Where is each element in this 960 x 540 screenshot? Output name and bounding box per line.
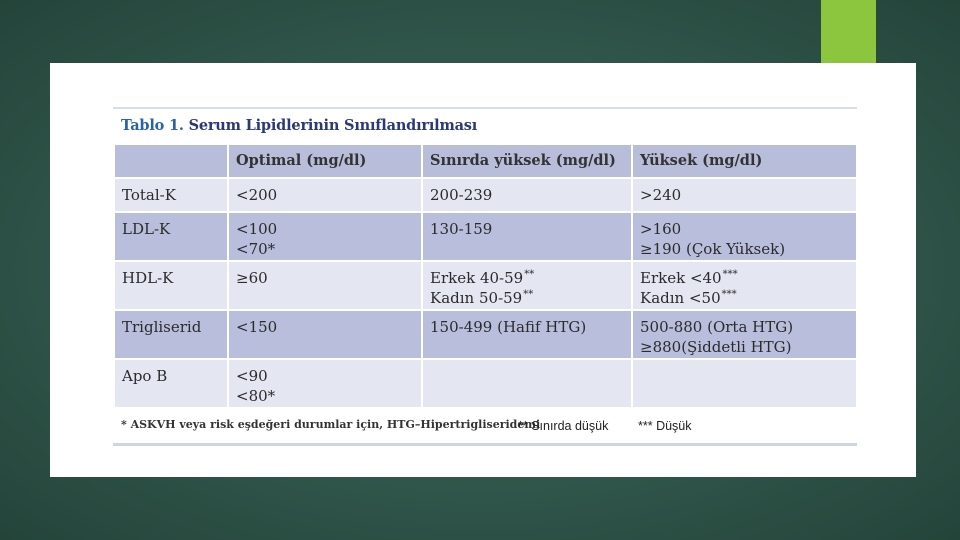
top-rule: [113, 107, 857, 109]
footnote-mark: ***: [722, 269, 738, 280]
table-footnote: * ASKVH veya risk eşdeğeri durumlar için, HTG–Hipertrigliseridemi: [121, 418, 541, 431]
cell-line: <70*: [236, 240, 276, 258]
high-cell: [632, 310, 857, 359]
table-header-row: [114, 144, 857, 178]
cell-line: >240: [640, 186, 682, 204]
table-row: [114, 310, 857, 359]
high-cell: [632, 178, 857, 212]
header-cell: Yüksek (mg/dl): [632, 144, 857, 178]
cell-line: <150: [236, 318, 278, 336]
footnote-mark: **: [523, 289, 534, 300]
bottom-rule: [113, 443, 857, 446]
row-name: LDL-K: [114, 212, 228, 261]
table-title-text: Serum Lipidlerinin Sınıflandırılması: [188, 117, 478, 134]
cell-line: [640, 288, 849, 308]
borderline-cell: [422, 178, 632, 212]
table-title: [121, 117, 477, 134]
row-name: Total-K: [114, 178, 228, 212]
footnote-mark: ***: [721, 289, 737, 300]
row-name: Trigliserid: [114, 310, 228, 359]
cell-text: Erkek <40: [640, 269, 722, 287]
cell-line: 200-239: [430, 186, 493, 204]
optimal-cell: [228, 310, 422, 359]
optimal-cell: [228, 261, 422, 310]
borderline-cell: [422, 359, 632, 408]
cell-line: ≥880(Şiddetli HTG): [640, 338, 792, 356]
note-low: *** Düşük: [638, 419, 692, 433]
borderline-cell: [422, 310, 632, 359]
cell-text: Kadın 50-59: [430, 289, 523, 307]
table-row: [114, 178, 857, 212]
note-borderline-low: ** Sınırda düşük: [518, 419, 609, 433]
header-cell: Sınırda yüksek (mg/dl): [422, 144, 632, 178]
header-cell: [114, 144, 228, 178]
cell-line: [430, 288, 624, 308]
optimal-cell: [228, 212, 422, 261]
cell-line: 130-159: [430, 220, 493, 238]
lipid-classification-table: [113, 143, 858, 409]
cell-line: [640, 268, 849, 288]
footnote-mark: **: [524, 269, 535, 280]
header-cell: Optimal (mg/dl): [228, 144, 422, 178]
cell-line: >160: [640, 220, 682, 238]
borderline-cell: [422, 261, 632, 310]
cell-line: <90: [236, 367, 268, 385]
table-row: [114, 261, 857, 310]
cell-line: ≥60: [236, 269, 268, 287]
table-row: [114, 212, 857, 261]
borderline-cell: [422, 212, 632, 261]
optimal-cell: [228, 178, 422, 212]
table-row: [114, 359, 857, 408]
high-cell: [632, 359, 857, 408]
table-number: Tablo 1.: [121, 117, 184, 134]
cell-line: <100: [236, 220, 278, 238]
row-name: HDL-K: [114, 261, 228, 310]
cell-line: 150-499 (Hafif HTG): [430, 318, 587, 336]
slide-content: [50, 63, 916, 477]
high-cell: [632, 212, 857, 261]
row-name: Apo B: [114, 359, 228, 408]
cell-line: ≥190 (Çok Yüksek): [640, 240, 786, 258]
cell-line: <80*: [236, 387, 276, 405]
cell-line: [430, 268, 624, 288]
cell-text: Kadın <50: [640, 289, 721, 307]
cell-line: <200: [236, 186, 278, 204]
cell-line: 500-880 (Orta HTG): [640, 318, 794, 336]
cell-text: Erkek 40-59: [430, 269, 524, 287]
optimal-cell: [228, 359, 422, 408]
high-cell: [632, 261, 857, 310]
